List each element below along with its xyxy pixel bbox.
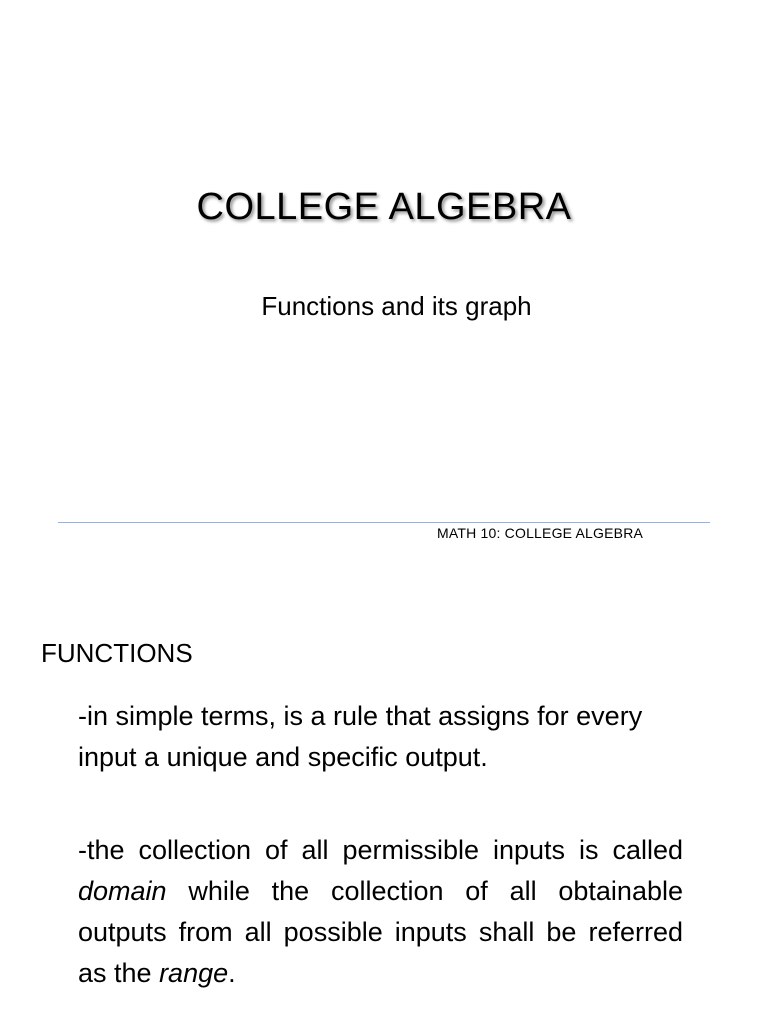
definition-paragraph: -in simple terms, is a rule that assigns for every input a unique and specific output. <box>78 701 643 772</box>
domain-range-paragraph <box>78 830 683 994</box>
footer-divider <box>58 522 710 523</box>
slide-footer: MATH 10: COLLEGE ALGEBRA <box>437 525 644 541</box>
paragraph-text: . <box>228 958 236 988</box>
domain-term: domain <box>78 876 167 906</box>
slide-title: COLLEGE ALGEBRA <box>196 186 572 228</box>
section-heading: FUNCTIONS <box>41 638 193 668</box>
content-slide <box>0 576 768 1024</box>
paragraph-text: -the collection of all permissible inputs is called <box>78 835 683 865</box>
paragraph-text: while the collection of all obtainable outputs from all possible inputs shall be referred as the <box>78 876 683 988</box>
slide-subtitle: Functions and its graph <box>261 291 532 321</box>
range-term: range <box>159 958 229 988</box>
